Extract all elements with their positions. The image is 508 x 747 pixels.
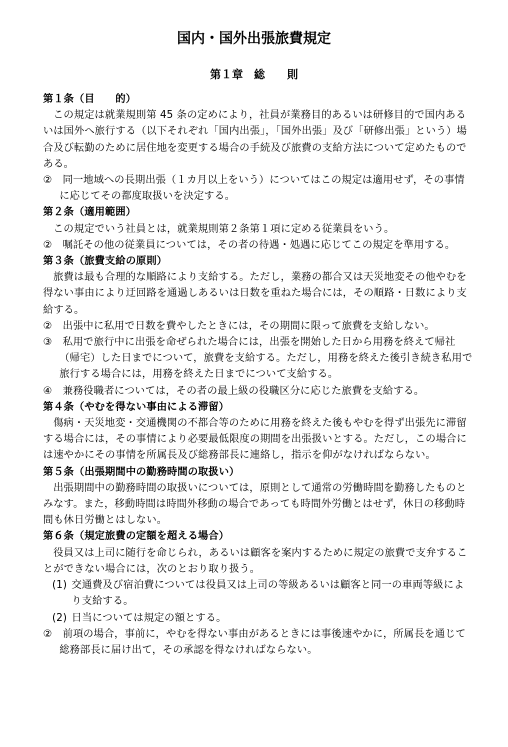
article-heading: 第３条（旅費支給の原則） xyxy=(43,256,168,268)
list-item-text: 交通費及び宿泊費については役員又は上司の等級あるいは顧客と同一の車両等級により支給する。 xyxy=(71,580,465,608)
article-heading: 第２条（適用範囲） xyxy=(43,207,137,219)
chapter-heading: 第１章 総 則 xyxy=(210,68,298,81)
list-item-text: 日当については規定の額とする。 xyxy=(71,612,227,624)
article-heading: 第５条（出張期間中の勤務時間の取扱い） xyxy=(43,466,240,478)
document-body xyxy=(43,92,473,659)
article-paragraph: ④ 兼務役職者については，その者の最上級の役職区分に応じた旅費を支給する。 xyxy=(43,385,425,397)
article-heading: 第１条（目 的） xyxy=(43,94,137,105)
article-paragraph: ② 出張中に私用で日数を費やしたときには，その期間に限って旅費を支給しない。 xyxy=(43,320,435,332)
article-paragraph: 出張期間中の勤務時間の取扱いについては，原則として通常の労働時間を勤務したものとみなす。また，移動時間は時間外移動の場合であっても時間外労働とはせず，休日の移動時間も休日労働とはしない。 xyxy=(43,482,467,527)
article-paragraph: ③ 私用で旅行中に出張を命ぜられた場合には，出張を開始した日から用務を終えて帰社（帰宅）した日までについて，旅費を支給する。ただし，用務を終えた後引き続き私用で旅行する場合には，用務を終えた日までについて支給する。 xyxy=(43,337,473,381)
list-item-marker: (2) xyxy=(52,612,68,624)
list-item xyxy=(43,611,473,627)
article-paragraph: ② 嘱託その他の従業員については，その者の待遇・処遇に応じてこの規定を準用する。 xyxy=(43,239,456,251)
article-paragraph: ② 同一地域への長期出張（１カ月以上をいう）についてはこの規定は適用せず，その事情に応じてその都度取扱いを決定する。 xyxy=(43,175,465,203)
list-item-marker: (1) xyxy=(52,580,68,592)
article-heading: 第４条（やむを得ない事由による滞留） xyxy=(43,401,230,413)
article-paragraph: ② 前項の場合，事前に，やむを得ない事由があるときには事後速やかに，所属長を通じて総務部長に届け出て，その承認を得なければならない。 xyxy=(43,628,466,656)
article-paragraph: 役員又は上司に随行を命じられ，あるいは顧客を案内するために規定の旅費で支弁することができない場合には，次のとおり取り扱う。 xyxy=(43,547,468,575)
article-paragraph: この規定でいう社員とは，就業規則第２条第１項に定める従業員をいう。 xyxy=(53,223,395,235)
article-paragraph: 傷病・天災地変・交通機関の不都合等のために用務を終えた後もやむを得ず出張先に滞留する場合には，その事情により必要最低限度の期間を出張扱いとする。ただし，この場合には速やかにその事情を所属長及び総務部長に連絡し，指示を仰がなければならない。 xyxy=(43,418,467,462)
article-paragraph: 旅費は最も合理的な順路により支給する。ただし，業務の都合又は天災地変その他やむを得ない事由により迂回路を通過しあるいは日数を重ねた場合には，その順路・日数により支給する。 xyxy=(43,272,467,316)
article-heading: 第６条（規定旅費の定額を超える場合） xyxy=(43,531,230,543)
article-paragraph: この規定は就業規則第 45 条の定めにより，社員が業務目的あるいは研修目的で国内あるいは国外へ旅行する（以下それぞれ「国内出張」，「国外出張」及び「研修出張」という）場合及び転勤のために居住地を変更する場合の手続及び旅費の支給方法について定めたものである。 xyxy=(43,110,467,170)
list-item xyxy=(43,578,473,610)
document-title: 国内・国外出張旅費規定 xyxy=(177,31,331,47)
